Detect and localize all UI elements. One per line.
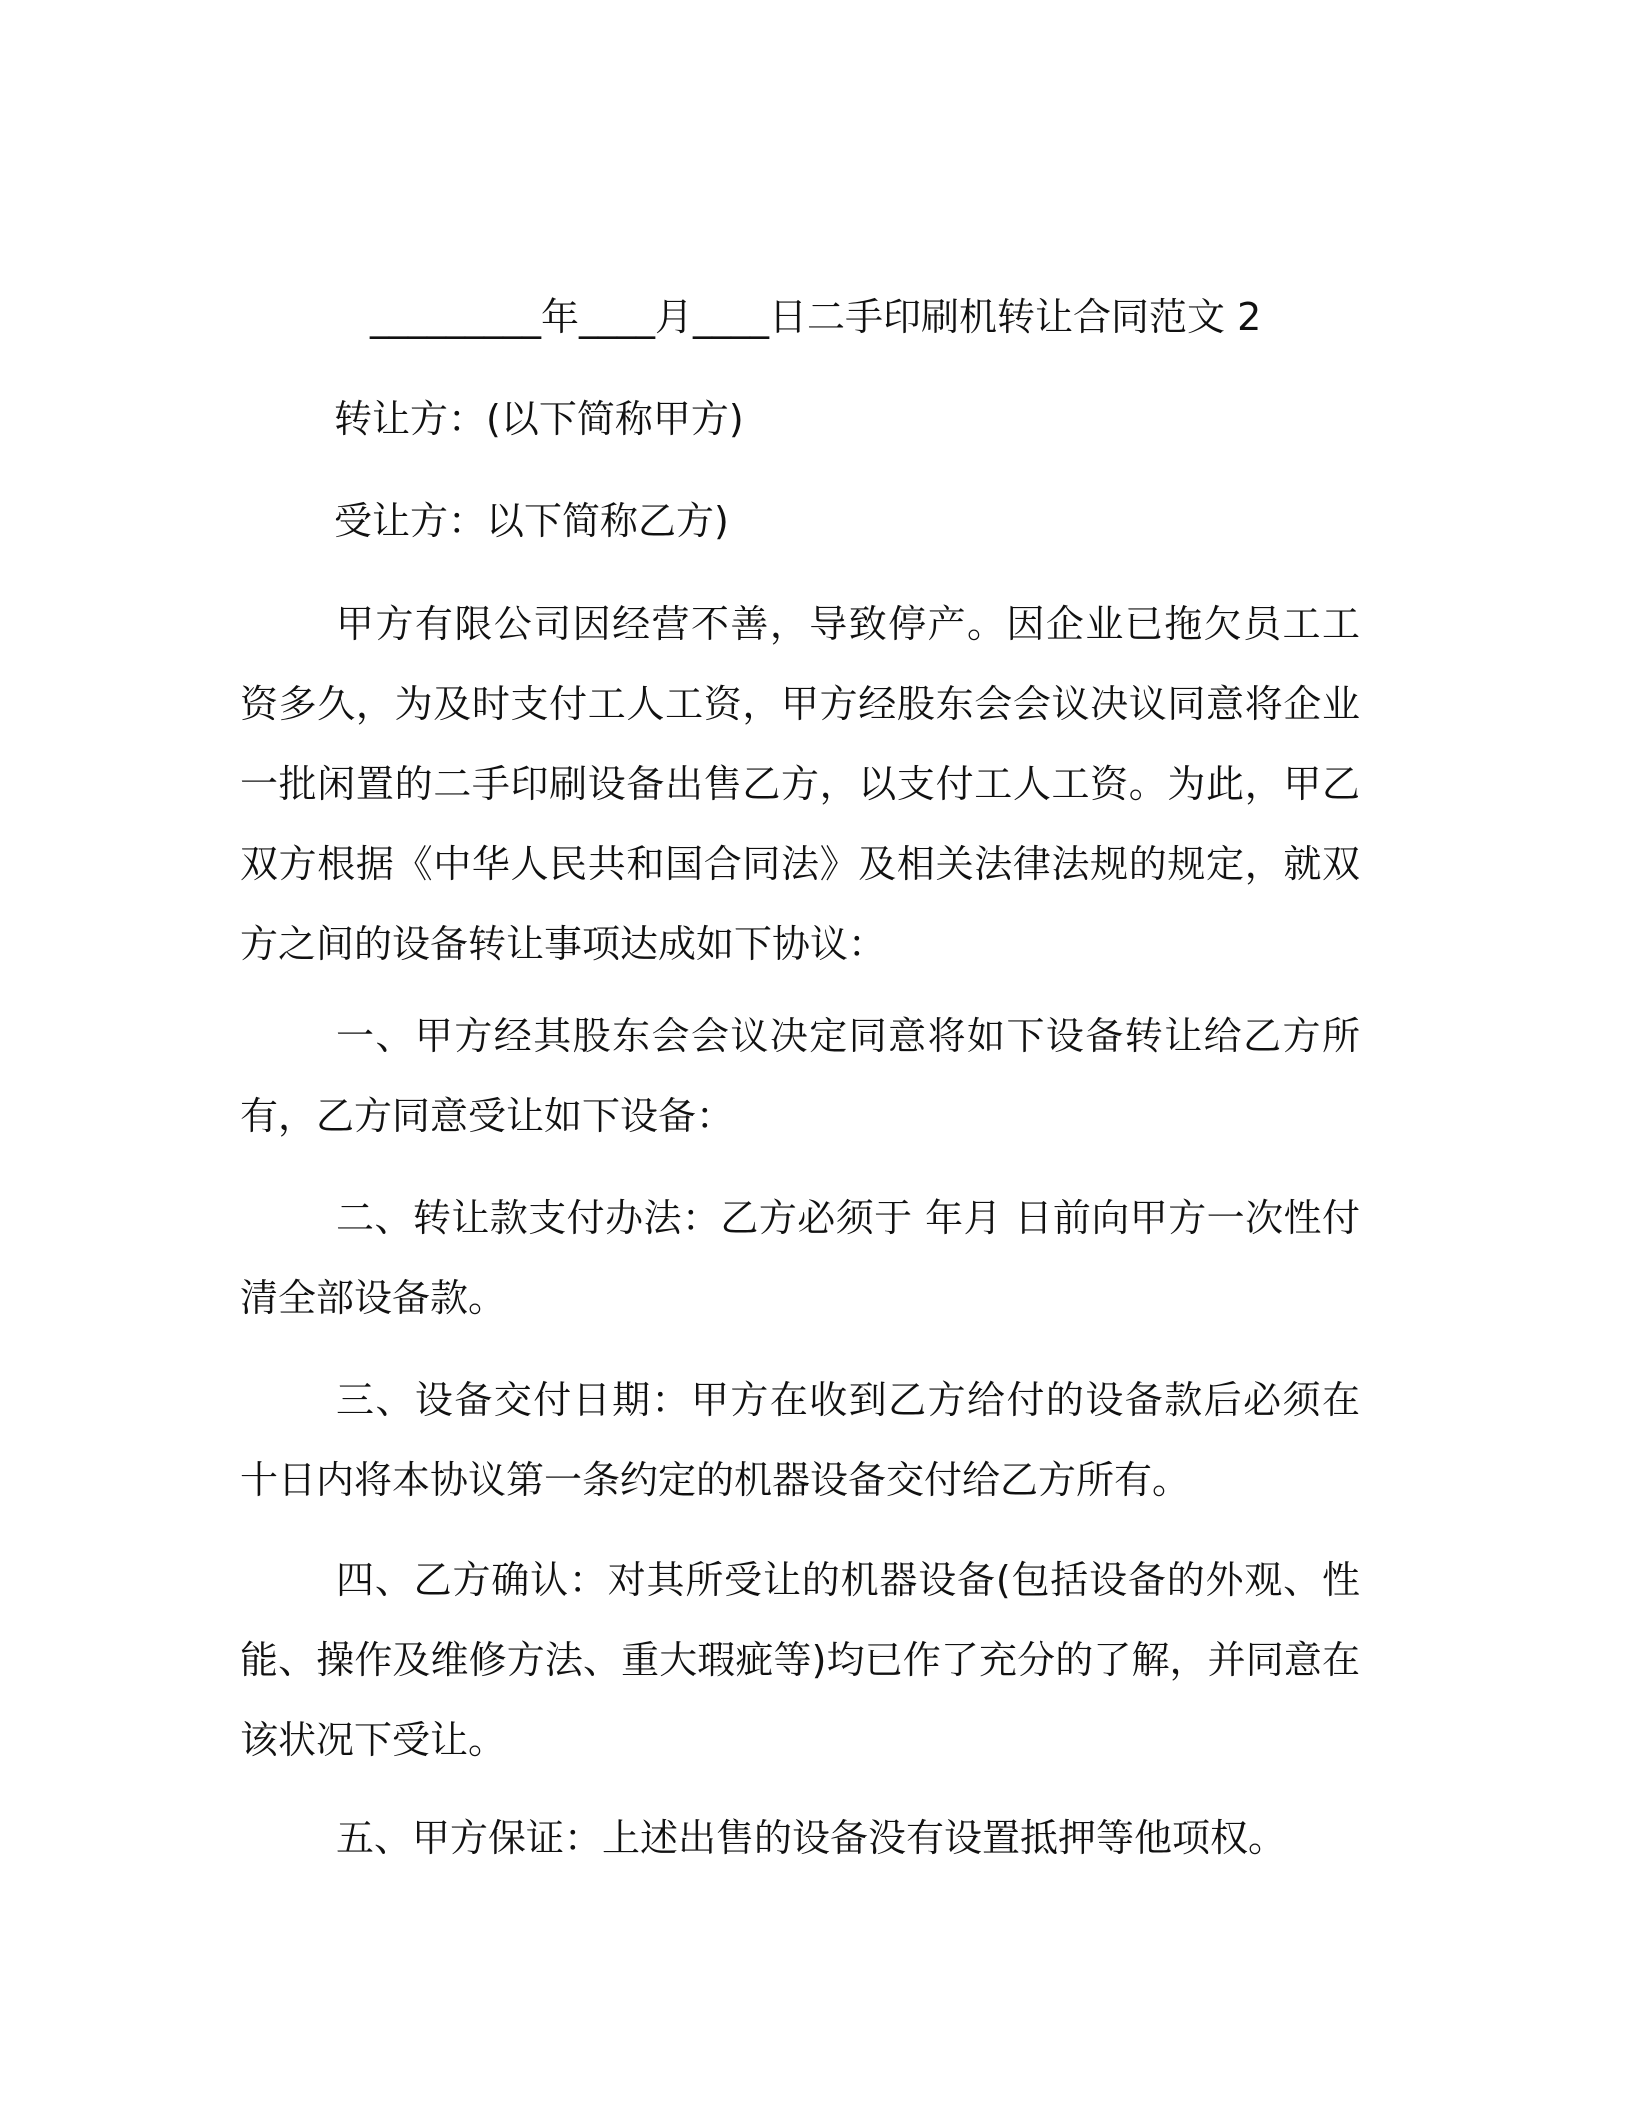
paragraph-clause-5: 五、甲方保证：上述出售的设备没有设置抵押等他项权。	[336, 1816, 1287, 1860]
paragraph-clause-2: 二、转让款支付办法：乙方必须于 年月 日前向甲方一次性付清全部设备款。	[240, 1196, 1360, 1320]
paragraph-clause-1: 一、甲方经其股东会会议决定同意将如下设备转让给乙方所有，乙方同意受让如下设备：	[240, 1014, 1360, 1138]
paragraph-clause-4: 四、乙方确认：对其所受让的机器设备(包括设备的外观、性能、操作及维修方法、重大瑕疵等)均已作了充分的了解，并同意在该状况下受让。	[240, 1558, 1360, 1762]
document-title: _________年____月____日二手印刷机转让合同范文 2	[370, 295, 1262, 339]
paragraph-clause-3: 三、设备交付日期：甲方在收到乙方给付的设备款后必须在十日内将本协议第一条约定的机器设备交付给乙方所有。	[240, 1378, 1360, 1502]
transferee-line: 受让方：以下简称乙方)	[334, 499, 729, 543]
transferor-line: 转让方：(以下简称甲方)	[334, 397, 744, 441]
paragraph-intro: 甲方有限公司因经营不善，导致停产。因企业已拖欠员工工资多久，为及时支付工人工资，甲方经股东会会议决议同意将企业一批闲置的二手印刷设备出售乙方，以支付工人工资。为此，甲乙双方根据《中华人民共和国合同法》及相关法律法规的规定，就双方之间的设备转让事项达成如下协议：	[240, 602, 1360, 966]
